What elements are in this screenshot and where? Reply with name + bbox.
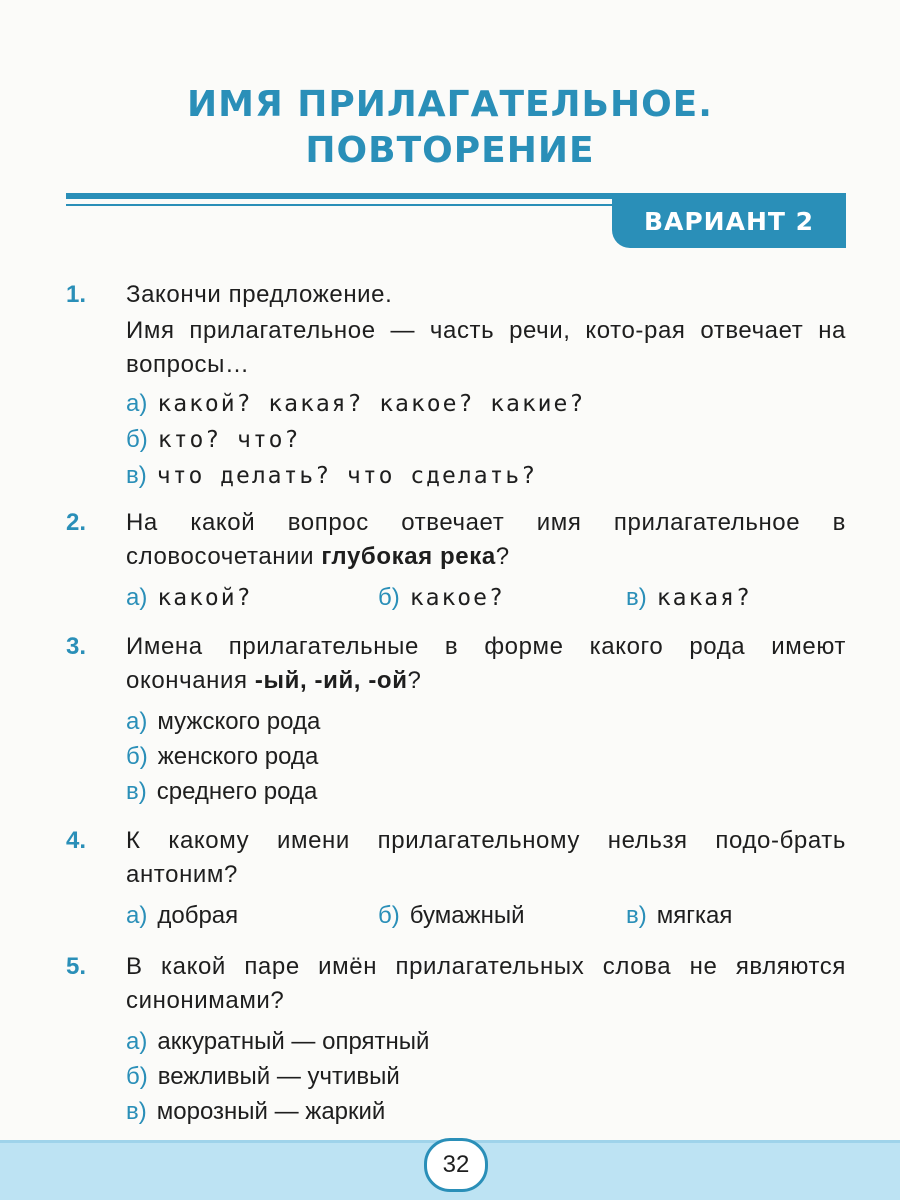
option-text: какое?	[409, 585, 505, 611]
question-text-part: На какой вопрос отвечает имя прилагательное в словосочетании	[126, 509, 846, 570]
title-line-2: ПОВТОРЕНИЕ	[305, 130, 595, 171]
question-number: 2.	[66, 509, 87, 536]
option-a[interactable]	[126, 386, 846, 422]
question-text: В какой паре имён прилагательных слова не являются синонимами?	[126, 953, 846, 1014]
option-c[interactable]	[126, 774, 846, 809]
option-text: бумажный	[409, 902, 525, 929]
option-letter: а)	[126, 584, 148, 611]
option-letter: в)	[626, 902, 647, 929]
option-text: аккуратный — опрятный	[157, 1028, 430, 1055]
option-text: вежливый — учтивый	[157, 1063, 400, 1090]
options-row	[126, 898, 846, 933]
option-text: мягкая	[656, 902, 733, 929]
option-letter: в)	[126, 1098, 147, 1125]
option-b[interactable]	[126, 422, 846, 458]
option-a[interactable]	[126, 1024, 846, 1059]
question-highlight: -ый, -ий, -ой	[254, 667, 408, 694]
option-c[interactable]	[126, 1094, 846, 1129]
variant-badge: ВАРИАНТ 2	[612, 196, 846, 248]
option-letter: в)	[126, 778, 147, 805]
option-c[interactable]	[626, 898, 732, 933]
option-a[interactable]	[126, 704, 846, 739]
options-row	[126, 580, 846, 615]
question-number: 1.	[66, 281, 87, 308]
option-letter: б)	[126, 426, 148, 453]
option-b[interactable]	[378, 580, 505, 616]
option-c[interactable]	[626, 580, 752, 616]
option-letter: а)	[126, 902, 148, 929]
option-text: кто? что?	[157, 427, 301, 453]
option-text: среднего рода	[156, 778, 318, 805]
option-text: какой?	[157, 585, 253, 611]
option-c[interactable]	[126, 458, 846, 494]
option-letter: б)	[126, 743, 148, 770]
option-a[interactable]	[126, 898, 238, 933]
question-text: К какому имени прилагательному нельзя подо-брать антоним?	[126, 827, 846, 888]
question-number: 4.	[66, 827, 87, 854]
question-number: 3.	[66, 633, 87, 660]
question-3	[66, 630, 846, 809]
option-text: что делать? что сделать?	[156, 463, 538, 489]
option-b[interactable]	[126, 739, 846, 774]
question-text-end: ?	[495, 543, 510, 570]
option-b[interactable]	[126, 1059, 846, 1094]
option-text: добрая	[157, 902, 239, 929]
question-5	[66, 950, 846, 1129]
option-letter: а)	[126, 390, 148, 417]
option-text: какая?	[656, 585, 752, 611]
header-rule-thin	[66, 204, 626, 206]
question-text	[126, 506, 846, 574]
question-number: 5.	[66, 953, 87, 980]
title-line-1: ИМЯ ПРИЛАГАТЕЛЬНОЕ.	[187, 84, 713, 125]
option-text: мужского рода	[157, 708, 321, 735]
question-text-end: ?	[407, 667, 422, 694]
question-1	[66, 278, 846, 494]
option-letter: в)	[626, 584, 647, 611]
option-letter: б)	[126, 1063, 148, 1090]
option-text: какой? какая? какое? какие?	[157, 391, 586, 417]
question-text	[126, 630, 846, 698]
page-number: 32	[424, 1138, 488, 1192]
page-title	[0, 82, 900, 174]
question-text-2: Имя прилагательное — часть речи, кото-рая отвечает на вопросы…	[126, 317, 846, 378]
option-text: морозный — жаркий	[156, 1098, 386, 1125]
option-letter: а)	[126, 708, 148, 735]
option-letter: б)	[378, 584, 400, 611]
option-text: женского рода	[157, 743, 319, 770]
question-2	[66, 506, 846, 615]
option-letter: в)	[126, 462, 147, 489]
option-letter: а)	[126, 1028, 148, 1055]
option-b[interactable]	[378, 898, 525, 933]
question-4	[66, 824, 846, 933]
question-text: Закончи предложение.	[126, 281, 393, 308]
option-letter: б)	[378, 902, 400, 929]
question-highlight: глубокая река	[321, 543, 496, 570]
question-text-part: Имена прилагательные в форме какого рода имеют окончания	[126, 633, 846, 694]
option-a[interactable]	[126, 580, 252, 616]
